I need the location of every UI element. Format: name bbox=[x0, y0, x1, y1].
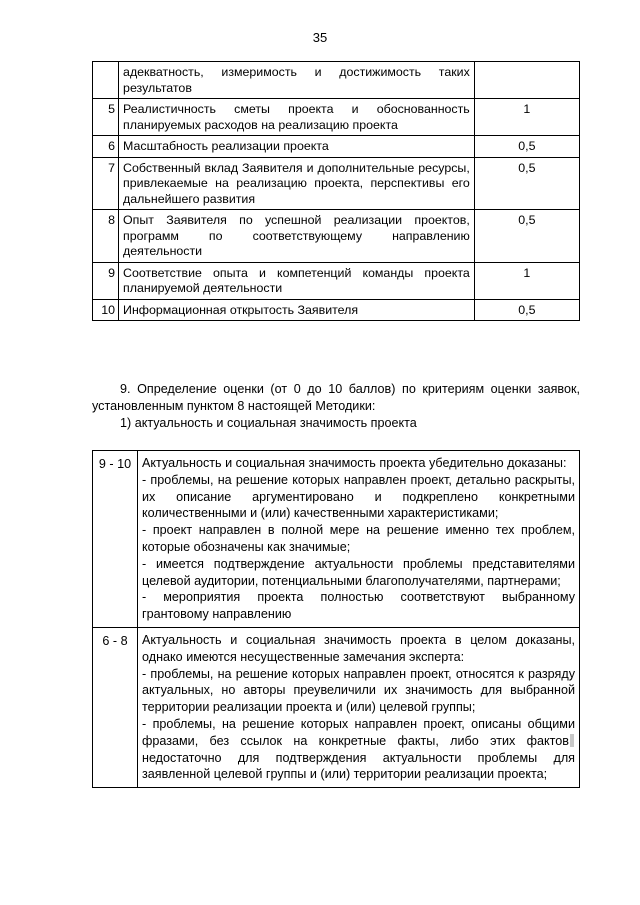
criterion-text: Опыт Заявителя по успешной реализации проектов, программ по соответствующему направлению деятельности bbox=[119, 210, 475, 263]
row-number bbox=[93, 62, 119, 99]
criterion-text: Реалистичность сметы проекта и обоснованность планируемых расходов на реализацию проекта bbox=[119, 99, 475, 136]
description-line: - имеется подтверждение актуальности проблемы представителями целевой аудитории, потенциальными благополучателями, партнерами; bbox=[142, 556, 575, 588]
paragraph-9-item-1: 1) актуальность и социальная значимость проекта bbox=[120, 416, 417, 430]
criterion-score: 0,5 bbox=[474, 299, 579, 321]
row-number: 8 bbox=[93, 210, 119, 263]
criterion-text: Собственный вклад Заявителя и дополнительные ресурсы, привлекаемые на реализацию проекта, перспективы его дальнейшего развития bbox=[119, 157, 475, 210]
criteria-row bbox=[93, 136, 580, 158]
row-number: 7 bbox=[93, 157, 119, 210]
criteria-row bbox=[93, 262, 580, 299]
description-line: - проект направлен в полной мере на решение именно тех проблем, которые обозначены как значимые; bbox=[142, 523, 575, 554]
criterion-score: 1 bbox=[474, 262, 579, 299]
description-line: - мероприятия проекта полностью соответствуют выбранному грантовому направлению bbox=[142, 590, 575, 622]
text-cursor-marker bbox=[570, 734, 574, 747]
criterion-text: адекватность, измеримость и достижимость таких результатов bbox=[119, 62, 475, 99]
description-line: Актуальность и социальная значимость проекта убедительно доказаны: bbox=[142, 456, 567, 470]
score-description bbox=[138, 627, 580, 787]
row-number: 9 bbox=[93, 262, 119, 299]
description-line: - проблемы, на решение которых направлен проект, детально раскрыты, их описание аргументировано и подкреплено конкретными количественными и (или) качественными характеристиками; bbox=[142, 472, 575, 521]
description-line: - проблемы, на решение которых направлен проект, относятся к разряду актуальных, но авторы преувеличили их значимость для выбранной территории реализации проекта и (или) целевой группы; bbox=[142, 666, 575, 715]
criterion-text: Масштабность реализации проекта bbox=[119, 136, 475, 158]
score-range: 9 - 10 bbox=[93, 451, 138, 628]
description-line bbox=[142, 716, 575, 783]
paragraph-9: 9. Определение оценки (от 0 до 10 баллов) по критериям оценки заявок, установленным пунктом 8 настоящей Методики: bbox=[92, 382, 580, 413]
row-number: 5 bbox=[93, 99, 119, 136]
criterion-score: 1 bbox=[474, 99, 579, 136]
criteria-row bbox=[93, 157, 580, 210]
criteria-row bbox=[93, 299, 580, 321]
criteria-row bbox=[93, 210, 580, 263]
criterion-text: Соответствие опыта и компетенций команды проекта планируемой деятельности bbox=[119, 262, 475, 299]
criterion-score: 0,5 bbox=[474, 210, 579, 263]
scale-row bbox=[93, 627, 580, 787]
page-number: 35 bbox=[312, 30, 328, 45]
criterion-score bbox=[474, 62, 579, 99]
score-range: 6 - 8 bbox=[93, 627, 138, 787]
scale-row bbox=[93, 451, 580, 628]
description-text: недостаточно для подтверждения актуальности проблемы для заявленной целевой группы и (или) территории реализации проекта; bbox=[142, 750, 575, 782]
description-text: - проблемы, на решение которых направлен проект, описаны общими фразами, без ссылок на конкретные факты, либо этих фактов bbox=[142, 716, 575, 748]
criteria-table bbox=[92, 61, 580, 321]
criterion-text: Информационная открытость Заявителя bbox=[119, 299, 475, 321]
criteria-row bbox=[93, 99, 580, 136]
row-number: 6 bbox=[93, 136, 119, 158]
score-description bbox=[138, 451, 580, 628]
criterion-score: 0,5 bbox=[474, 157, 579, 210]
criteria-row bbox=[93, 62, 580, 99]
scoring-scale-table bbox=[92, 450, 580, 788]
criterion-score: 0,5 bbox=[474, 136, 579, 158]
description-line: Актуальность и социальная значимость проекта в целом доказаны, однако имеются несущественные замечания эксперта: bbox=[142, 632, 575, 664]
row-number: 10 bbox=[93, 299, 119, 321]
